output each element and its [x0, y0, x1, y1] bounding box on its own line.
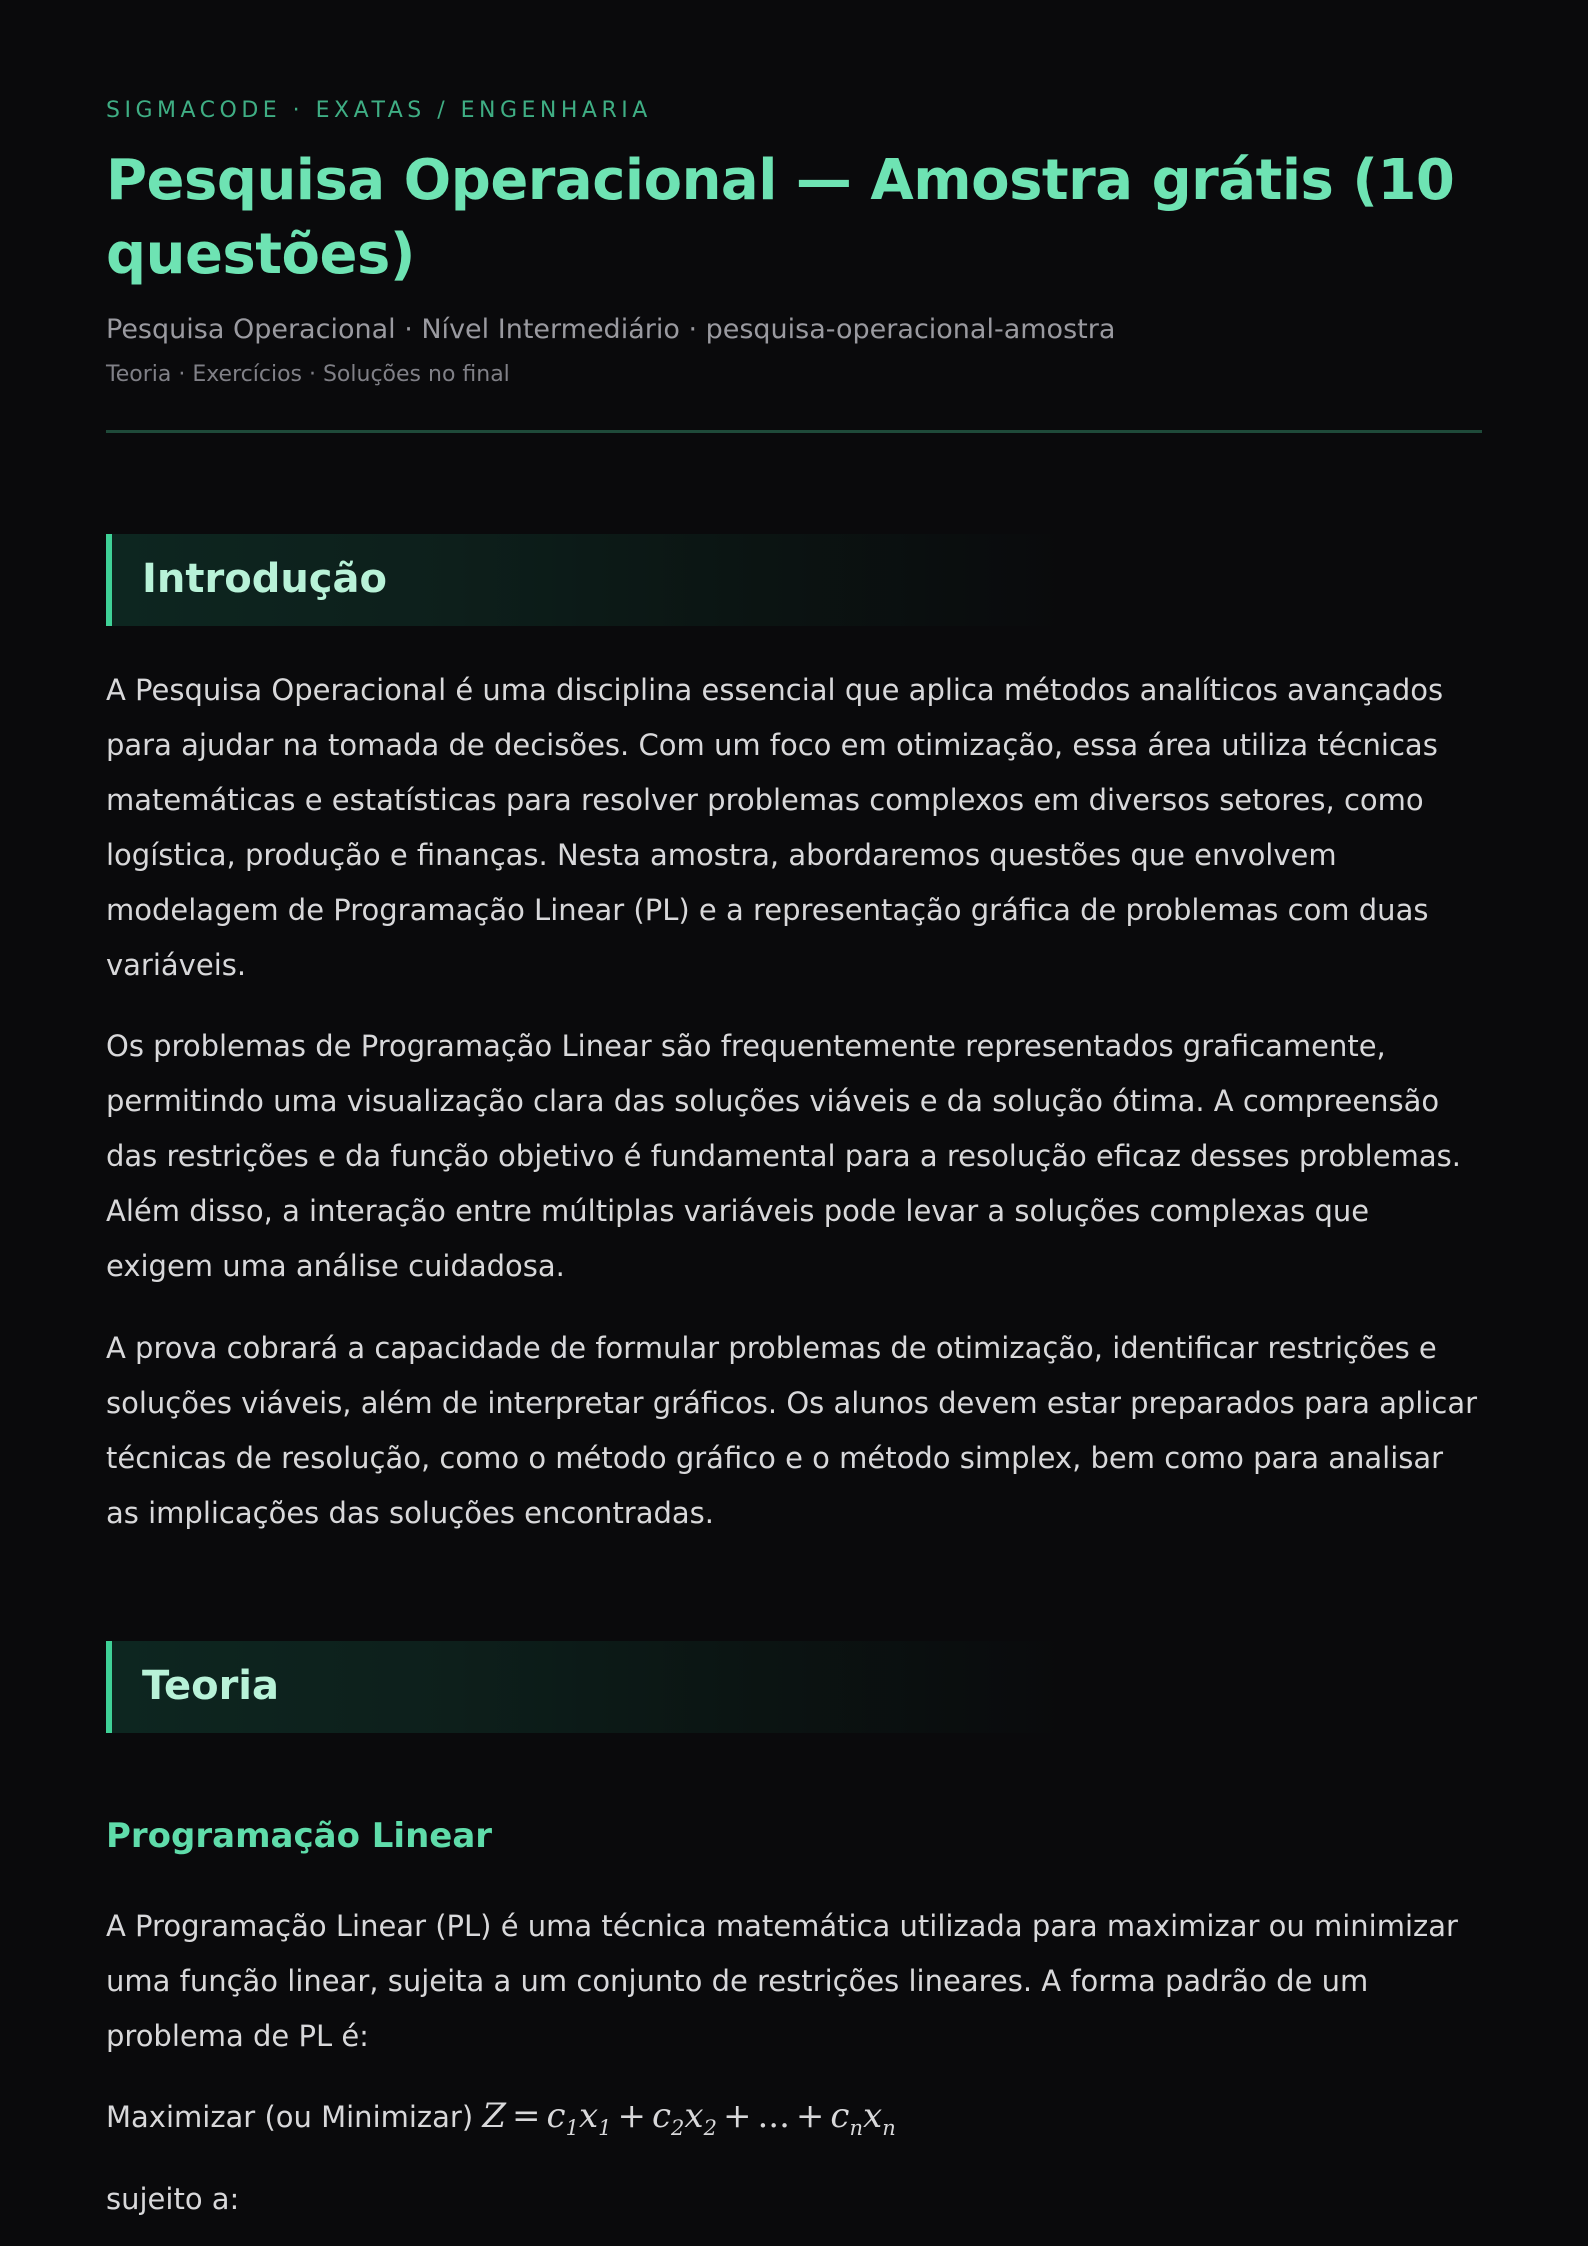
section-title: Teoria — [142, 1663, 280, 1709]
header-divider — [106, 430, 1482, 433]
objective-formula: $Z = c_1x_1 + c_2x_2$ + ... + $c_nx_n$ — [482, 2096, 896, 2140]
intro-paragraph: A prova cobrará a capacidade de formular problemas de otimização, identificar restrições e soluções viáveis, além de interpretar gráficos. Os alunos devem estar preparados para aplicar técnicas de resolução, como o método gráfico e o método simplex, bem como para analisar as implicações das soluções encontradas. — [106, 1331, 1478, 1530]
section-heading-teoria — [106, 1641, 1482, 1733]
intro-paragraph: A Pesquisa Operacional é uma disciplina essencial que aplica métodos analíticos avançados para ajudar na tomada de decisões. Com um foco em otimização, essa área utiliza técnicas matemáticas e estatísticas para resolver problemas complexos em diversos setores, como logística, produção e finanças. Nesta amostra, abordaremos questões que envolvem modelagem de Programação Linear (PL) e a representação gráfica de problemas com duas variáveis. — [106, 673, 1444, 982]
page-submeta: Teoria · Exercícios · Soluções no final — [106, 362, 510, 387]
page-title: Pesquisa Operacional — Amostra grátis (10 questões) — [106, 148, 1455, 287]
objective-function — [106, 2091, 896, 2153]
page-meta: Pesquisa Operacional · Nível Intermediário · pesquisa-operacional-amostra — [106, 314, 1116, 345]
subject-to-label: sujeito a: — [106, 2182, 240, 2216]
intro-paragraph: Os problemas de Programação Linear são frequentemente representados graficamente, permitindo uma visualização clara das soluções viáveis e da solução ótima. A compreensão das restrições e da função objetivo é fundamental para a resolução eficaz desses problemas. Além disso, a interação entre múltiplas variáveis pode levar a soluções complexas que exigem uma análise cuidadosa. — [106, 1029, 1461, 1283]
section-title: Introdução — [142, 556, 387, 602]
site-eyebrow: SIGMACODE · EXATAS / ENGENHARIA — [106, 98, 652, 123]
objective-prefix: Maximizar (ou Minimizar) — [106, 2100, 474, 2134]
subsection-title: Programação Linear — [106, 1816, 493, 1856]
theory-paragraph: A Programação Linear (PL) é uma técnica matemática utilizada para maximizar ou minimizar uma função linear, sujeita a um conjunto de restrições lineares. A forma padrão de um problema de PL é: — [106, 1909, 1458, 2053]
section-heading-introducao — [106, 534, 1482, 626]
